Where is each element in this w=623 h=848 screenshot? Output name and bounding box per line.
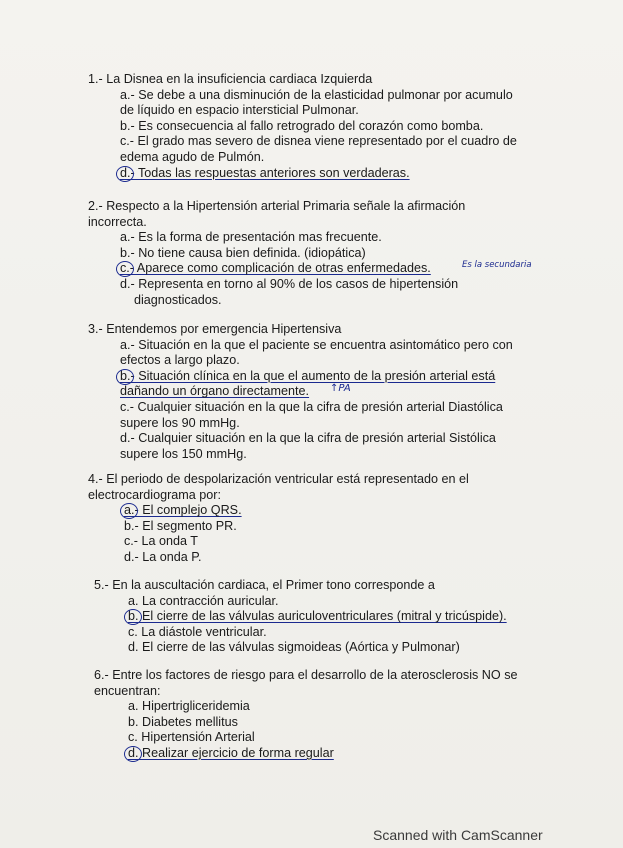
scanner-watermark: Scanned with CamScanner bbox=[373, 827, 543, 843]
handwritten-note-secundaria: Es la secundaria bbox=[462, 260, 532, 270]
question-4-option-a[interactable] bbox=[124, 503, 548, 519]
question-2-option-c-text: c.- Aparece como complicación de otras enfermedades. bbox=[120, 261, 431, 276]
question-4 bbox=[88, 472, 548, 566]
question-2-option-d[interactable]: d.- Representa en torno al 90% de los casos de hipertensión bbox=[120, 276, 459, 291]
question-2-stem-cont: incorrecta. bbox=[88, 214, 147, 229]
question-4-stem: 4.- El periodo de despolarización ventricular está representado en el bbox=[88, 472, 469, 486]
question-4-option-c[interactable]: c.- La onda T bbox=[124, 534, 198, 549]
question-1-option-a[interactable]: a.- Se debe a una disminución de la elasticidad pulmonar por acumulo bbox=[120, 87, 513, 102]
answer-circle-icon bbox=[116, 369, 134, 385]
question-1-option-d[interactable] bbox=[120, 166, 548, 182]
question-4-stem-cont: electrocardiograma por: bbox=[88, 487, 221, 502]
question-3-option-b-cont: dañando un órgano directamente. bbox=[120, 384, 310, 399]
question-4-option-a-text: a.- El complejo QRS. bbox=[124, 503, 242, 518]
question-4-option-b[interactable]: b.- El segmento PR. bbox=[124, 518, 237, 533]
question-6 bbox=[94, 668, 564, 762]
question-2-option-b[interactable]: b.- No tiene causa bien definida. (idiopática) bbox=[120, 245, 366, 260]
question-1-option-d-text: d.- Todas las respuestas anteriores son verdaderas. bbox=[120, 165, 410, 180]
question-1-option-a-cont: de líquido en espacio intersticial Pulmonar. bbox=[120, 103, 359, 118]
question-2-option-a[interactable]: a.- Es la forma de presentación mas frecuente. bbox=[120, 230, 382, 245]
question-3-option-a[interactable]: a.- Situación en la que el paciente se encuentra asintomático pero con bbox=[120, 337, 513, 352]
question-4-option-d[interactable]: d.- La onda P. bbox=[124, 549, 202, 564]
question-1-option-b[interactable]: b.- Es consecuencia al fallo retrogrado del corazón como bomba. bbox=[120, 118, 484, 133]
question-3-option-c[interactable]: c.- Cualquier situación en la que la cifra de presión arterial Diastólica bbox=[120, 399, 503, 414]
question-6-option-d[interactable] bbox=[128, 746, 564, 762]
question-3-stem: 3.- Entendemos por emergencia Hipertensiva bbox=[88, 322, 342, 336]
question-6-stem-cont: encuentran: bbox=[94, 683, 161, 698]
question-6-option-d-text: d. Realizar ejercicio de forma regular bbox=[128, 745, 334, 760]
question-1 bbox=[88, 72, 548, 181]
question-3 bbox=[88, 322, 548, 462]
question-5-option-b-text: b. El cierre de las válvulas auriculoventriculares (mitral y tricúspide). bbox=[128, 609, 507, 624]
question-1-stem: 1.- La Disnea en la insuficiencia cardiaca Izquierda bbox=[88, 72, 373, 86]
answer-circle-icon bbox=[116, 166, 134, 182]
question-6-option-c[interactable]: c. Hipertensión Arterial bbox=[128, 730, 255, 745]
question-3-option-b-text: b.- Situación clínica en la que el aumento de la presión arterial está bbox=[120, 368, 496, 383]
answer-circle-icon bbox=[124, 746, 142, 762]
question-2-option-d-cont: diagnosticados. bbox=[134, 292, 222, 307]
question-5 bbox=[94, 578, 554, 656]
question-6-option-b[interactable]: b. Diabetes mellitus bbox=[128, 714, 238, 729]
handwritten-note-pa: ↑PA bbox=[330, 383, 351, 394]
question-6-option-a[interactable]: a. Hipertrigliceridemia bbox=[128, 699, 250, 714]
question-5-option-c[interactable]: c. La diástole ventricular. bbox=[128, 624, 267, 639]
question-5-option-b[interactable] bbox=[128, 609, 554, 625]
question-5-option-d[interactable]: d. El cierre de las válvulas sigmoideas (Aórtica y Pulmonar) bbox=[128, 640, 460, 655]
question-3-option-a-cont: efectos a largo plazo. bbox=[120, 353, 240, 368]
question-1-option-c-cont: edema agudo de Pulmón. bbox=[120, 149, 265, 164]
question-6-stem: 6.- Entre los factores de riesgo para el desarrollo de la aterosclerosis NO se bbox=[94, 668, 518, 682]
question-3-option-c-cont: supere los 90 mmHg. bbox=[120, 415, 240, 430]
question-2 bbox=[88, 199, 548, 308]
question-5-option-a[interactable]: a. La contracción auricular. bbox=[128, 593, 279, 608]
question-3-option-d[interactable]: d.- Cualquier situación en la que la cifra de presión arterial Sistólica bbox=[120, 431, 496, 446]
question-5-stem: 5.- En la auscultación cardiaca, el Primer tono corresponde a bbox=[94, 578, 435, 592]
question-3-option-d-cont: supere los 150 mmHg. bbox=[120, 446, 247, 461]
question-2-stem: 2.- Respecto a la Hipertensión arterial Primaria señale la afirmación bbox=[88, 199, 466, 213]
question-1-option-c[interactable]: c.- El grado mas severo de disnea viene representado por el cuadro de bbox=[120, 134, 517, 149]
